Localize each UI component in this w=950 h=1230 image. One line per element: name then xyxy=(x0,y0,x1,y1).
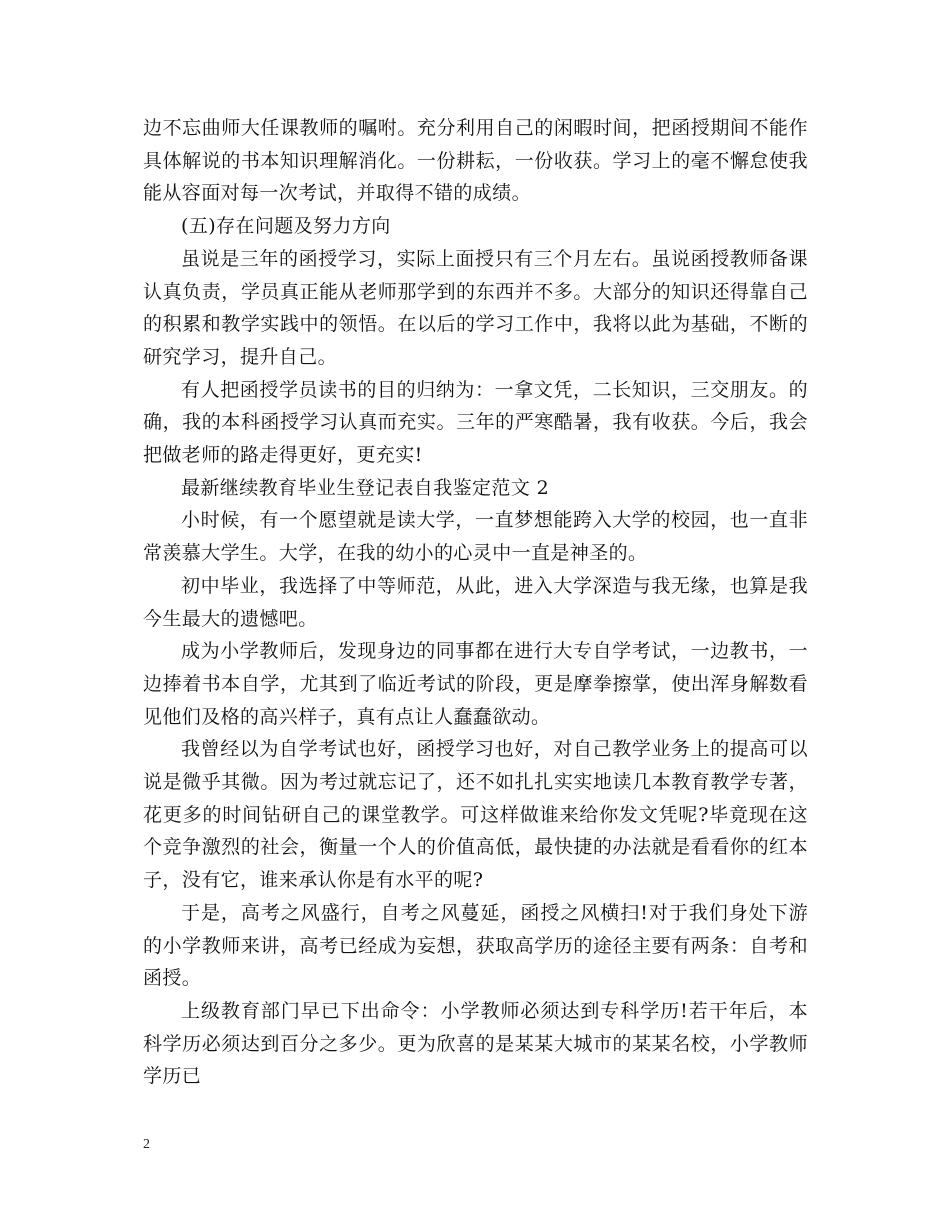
page-number: 2 xyxy=(143,1137,150,1152)
paragraph-7: 初中毕业，我选择了中等师范，从此，进入大学深造与我无缘，也算是我今生最大的遗憾吧。 xyxy=(143,574,808,630)
article-title: 最新继续教育毕业生登记表自我鉴定范文 2 xyxy=(181,476,550,499)
paragraph-3: 虽说是三年的函授学习，实际上面授只有三个月左右。虽说函授教师备课认真负责，学员真正能从老师那学到的东西并不多。大部分的知识还得靠自己的积累和教学实践中的领悟。在以后的学习工作中，我将以此为基础，不断的研究学习，提升自己。 xyxy=(143,247,808,368)
paragraph-9: 我曾经以为自学考试也好，函授学习也好，对自己教学业务上的提高可以说是微乎其微。因为考过就忘记了，还不如扎扎实实地读几本教育教学专著，花更多的时间钻研自己的课堂教学。可这样做谁来给你发文凭呢?毕竟现在这个竞争激烈的社会，衡量一个人的价值高低，最快捷的办法就是看看你的红本子，没有它，谁来承认你是有水平的呢? xyxy=(143,738,808,892)
document-body xyxy=(143,112,808,1093)
section-heading: (五)存在问题及努力方向 xyxy=(181,215,391,238)
paragraph-4: 有人把函授学员读书的目的归纳为：一拿文凭，二长知识，三交朋友。的确，我的本科函授学习认真而充实。三年的严寒酷暑，我有收获。今后，我会把做老师的路走得更好，更充实! xyxy=(143,378,808,467)
paragraph-11: 上级教育部门早已下出命令：小学教师必须达到专科学历!若干年后，本科学历必须达到百分之多少。更为欣喜的是某某大城市的某某名校，小学教师学历已 xyxy=(143,999,808,1088)
paragraph-10: 于是，高考之风盛行，自考之风蔓延，函授之风横扫!对于我们身处下游的小学教师来讲，高考已经成为妄想，获取高学历的途径主要有两条：自考和函授。 xyxy=(143,901,808,990)
paragraph-6: 小时候，有一个愿望就是读大学，一直梦想能跨入大学的校园，也一直非常羡慕大学生。大学，在我的幼小的心灵中一直是神圣的。 xyxy=(143,509,808,565)
paragraph-8: 成为小学教师后，发现身边的同事都在进行大专自学考试，一边教书，一边捧着书本自学，尤其到了临近考试的阶段，更是摩拳擦掌，使出浑身解数看见他们及格的高兴样子，真有点让人蠢蠢欲动。 xyxy=(143,640,808,728)
paragraph-1: 边不忘曲师大任课教师的嘱咐。充分利用自己的闲暇时间，把函授期间不能作具体解说的书本知识理解消化。一份耕耘，一份收获。学习上的毫不懈怠使我能从容面对每一次考试，并取得不错的成绩。 xyxy=(143,117,808,205)
